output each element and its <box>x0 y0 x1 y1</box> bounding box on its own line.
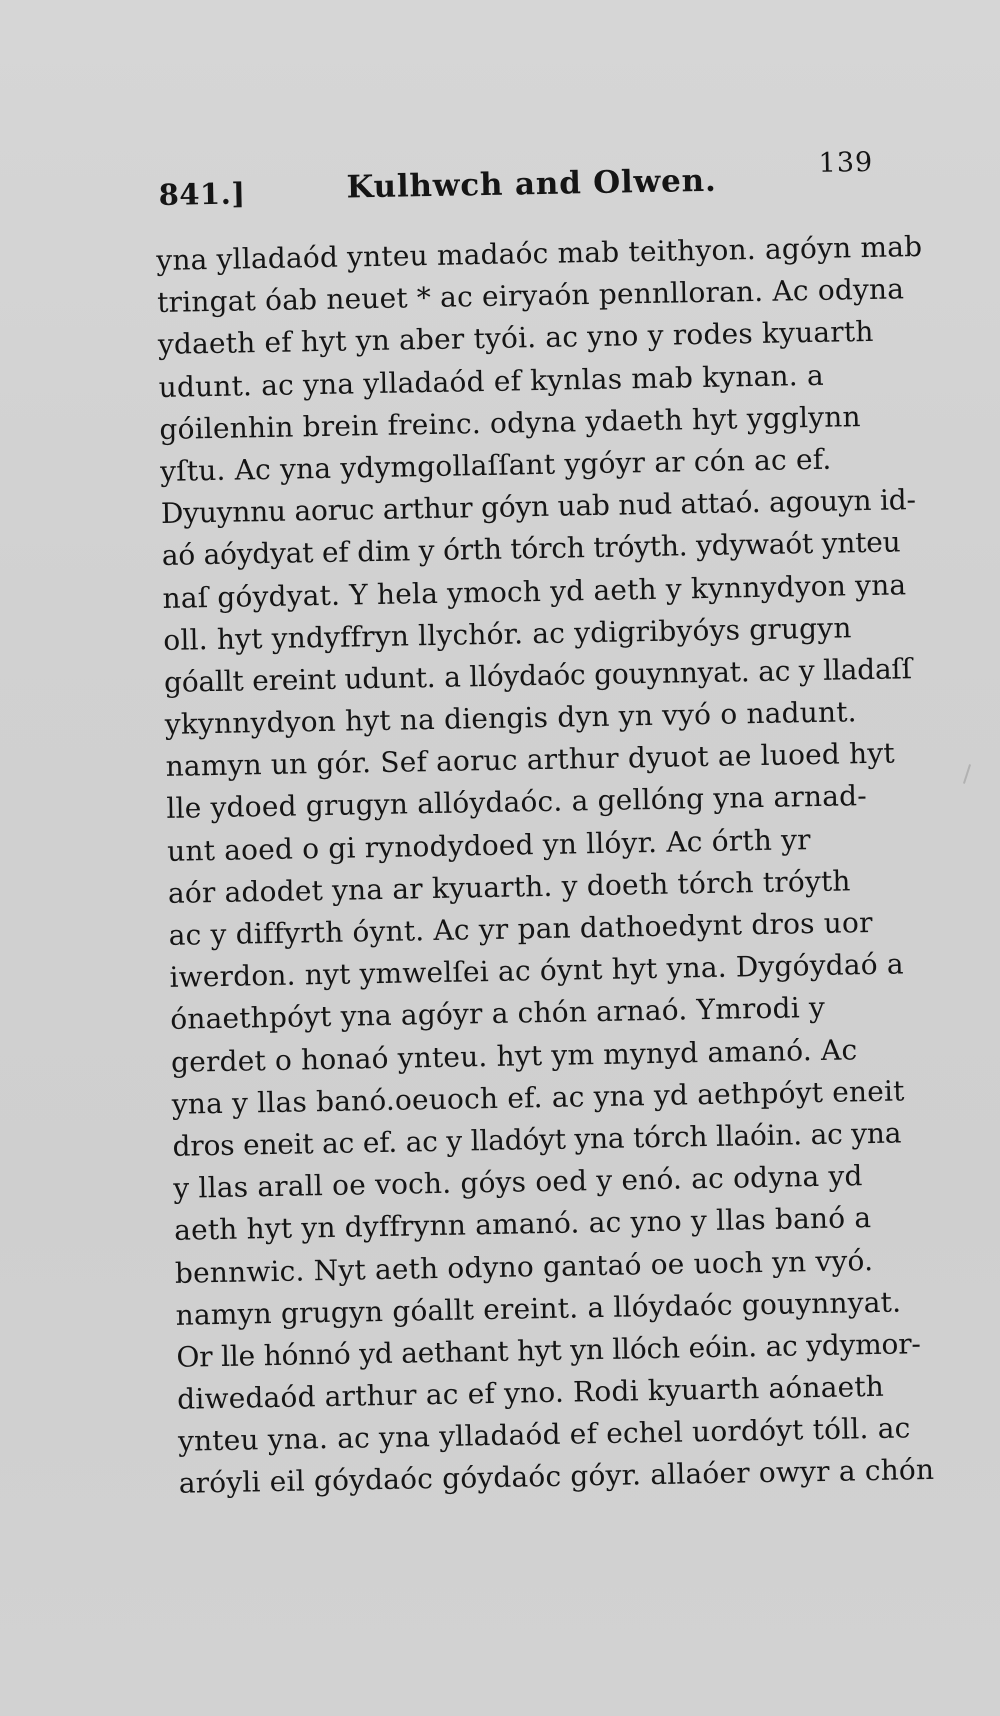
text-line: dros eneit ac ef. ac y lladóyt yna tórch llaóin. ac yna <box>172 1116 902 1163</box>
text-line: gerdet o honaó ynteu. hyt ym mynyd amanó. Ac <box>170 1032 858 1079</box>
text-line: aeth hyt yn dyffrynn amanó. ac yno y llas banó a <box>173 1201 872 1248</box>
text-line: Or lle hónnó yd aethant hyt yn llóch eóin. ac ydymor- <box>176 1327 921 1374</box>
page-header <box>158 147 874 220</box>
text-line: udunt. ac yna ylladaód ef kynlas mab kynan. a <box>158 358 825 404</box>
text-line: yna y llas banó.oeuoch ef. ac yna yd aethpóyt eneit <box>171 1074 905 1121</box>
paper-mark <box>963 764 971 784</box>
text-line: namyn grugyn góallt ereint. a llóydaóc gouynnyat. <box>175 1285 902 1332</box>
text-line: ónaethpóyt yna agóyr a chón arnaó. Ymrodi y <box>169 991 826 1037</box>
text-line: ynteu yna. ac yna ylladaód ef echel uordóyt tóll. ac <box>177 1411 911 1459</box>
text-line: oll. hyt yndyffryn llychór. ac ydigribyóys grugyn <box>163 611 852 657</box>
text-line: Dyuynnu aoruc arthur góyn uab nud attaó. agouyn id- <box>160 483 916 531</box>
text-line: namyn un gór. Sef aoruc arthur dyuot ae luoed hyt <box>165 736 896 784</box>
text-line: diwedaód arthur ac ef yno. Rodi kyuarth aónaeth <box>176 1369 885 1416</box>
text-line: ykynnydyon hyt na diengis dyn yn vyó o nadunt. <box>164 695 858 741</box>
text-line: bennwic. Nyt aeth odyno gantaó oe uoch yn vyó. <box>174 1243 874 1290</box>
text-line: yſtu. Ac yna ydymgollaſſant ygóyr ar cón ac ef. <box>159 442 832 488</box>
folio-reference: 841.] <box>158 176 246 212</box>
text-line: unt aoed o gi rynodydoed yn llóyr. Ac órth yr <box>166 822 811 868</box>
text-line: naſ góydyat. Y hela ymoch yd aeth y kynnydyon yna <box>162 567 907 615</box>
text-line: iwerdon. nyt ymwelſei ac óynt hyt yna. Dygóydaó a <box>169 947 905 995</box>
page-number: 139 <box>818 146 874 179</box>
text-line: tringat óab neuet * ac eiryaón pennlloran. Ac odyna <box>156 272 905 320</box>
text-line: ac y diffyrth óynt. Ac yr pan dathoedynt dros uor <box>168 905 873 952</box>
text-line: góallt ereint udunt. a llóydaóc gouynnyat. ac y lladaſſ <box>163 652 913 699</box>
body-text <box>156 226 939 1505</box>
text-line: y llas arall oe voch. góys oed y enó. ac odyna yd <box>173 1159 863 1205</box>
text-line: ydaeth ef hyt yn aber tyói. ac yno y rodes kyuarth <box>157 315 874 362</box>
text-line: aróyli eil góydaóc góydaóc góyr. allaóer owyr a chón <box>178 1453 935 1501</box>
text-line: lle ydoed grugyn allóydaóc. a gellóng yna arnad- <box>166 779 868 826</box>
running-title: Kulhwch and Olwen. <box>346 162 717 206</box>
text-line: góilenhin brein freinc. odyna ydaeth hyt ygglynn <box>159 399 861 446</box>
text-line: aó aóydyat ef dim y órth tórch tróyth. ydywaót ynteu <box>161 525 901 573</box>
text-line: aór adodet yna ar kyuarth. y doeth tórch tróyth <box>167 864 851 910</box>
text-line: yna ylladaód ynteu madaóc mab teithyon. agóyn mab <box>156 229 923 277</box>
